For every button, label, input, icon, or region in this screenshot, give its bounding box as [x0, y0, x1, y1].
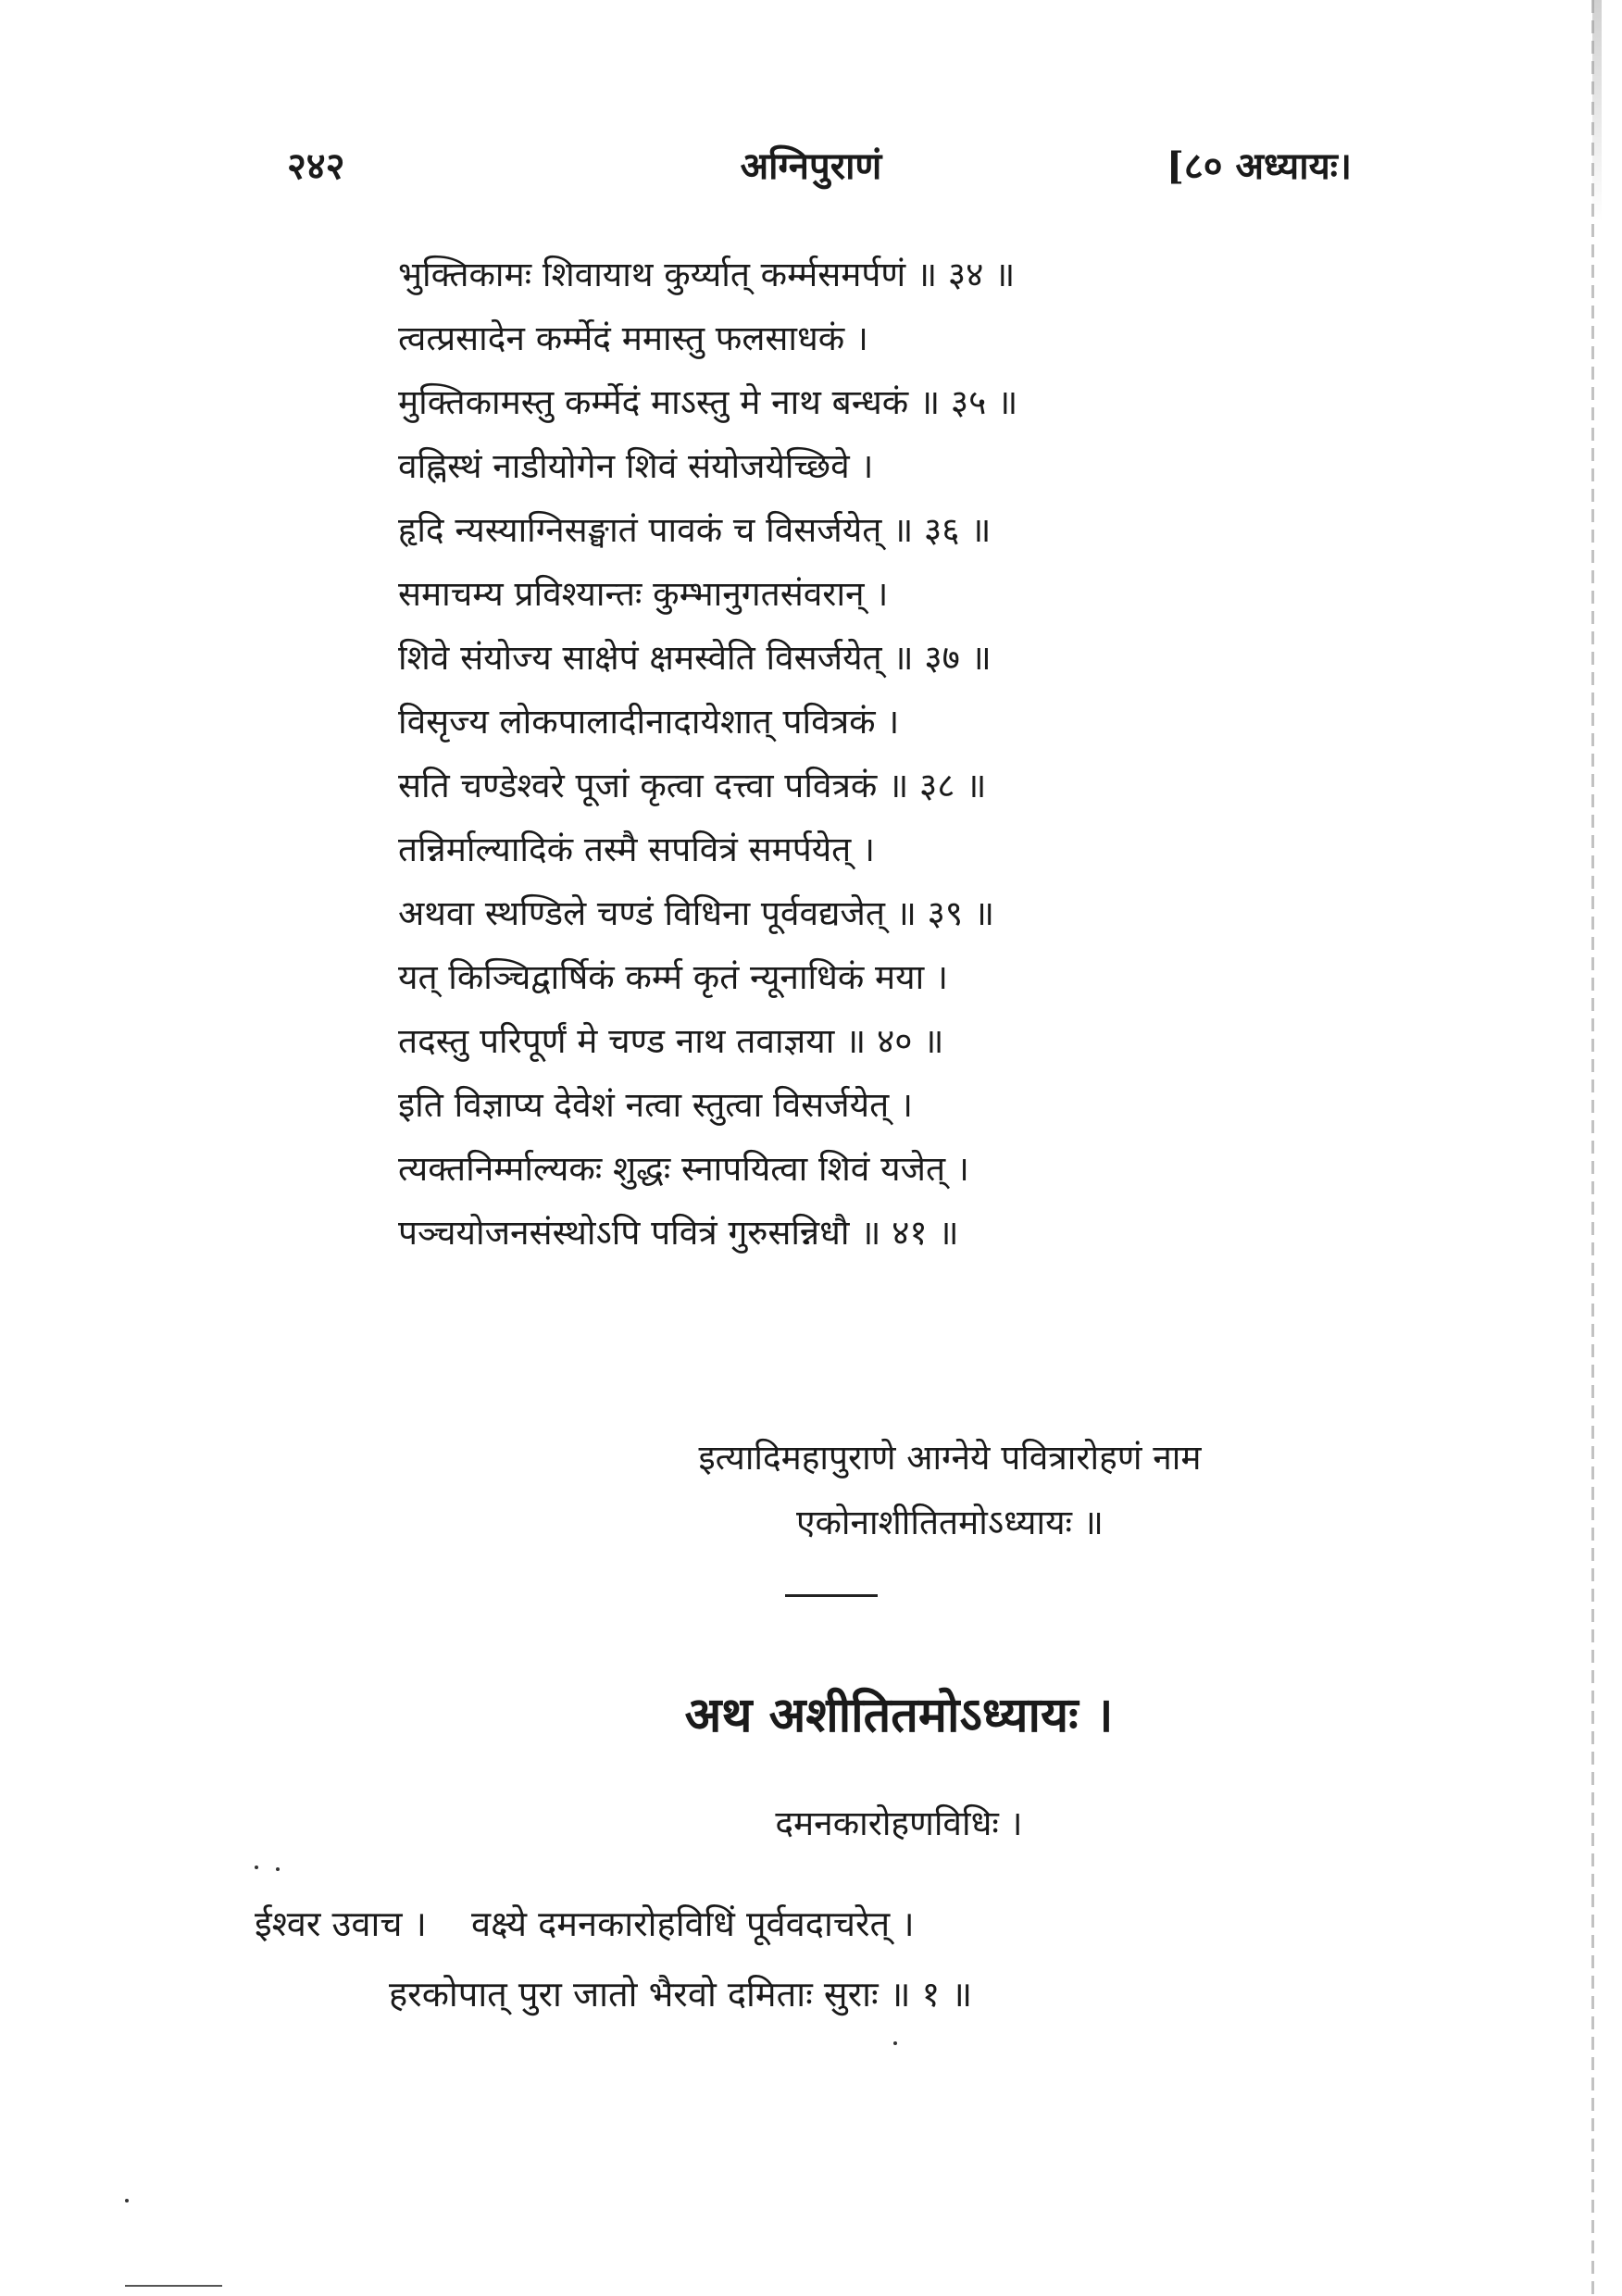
verse-line: त्यक्तनिर्म्माल्यकः शुद्धः स्नापयित्वा शिवं यजेत् ।	[398, 1149, 969, 1189]
verse-line: इति विज्ञाप्य देवेशं नत्वा स्तुत्वा विसर्जयेत् ।	[398, 1085, 913, 1125]
colophon-line: इत्यादिमहापुराणे आग्नेये पवित्रारोहणं नाम	[698, 1438, 1202, 1478]
chapter-tag: [८० अध्यायः।	[1167, 144, 1353, 188]
page-header	[0, 139, 1622, 194]
speaker-label: ईश्वर उवाच ।	[255, 1903, 427, 1944]
section-divider	[785, 1594, 878, 1597]
verse-line: त्वत्प्रसादेन कर्म्मेदं ममास्तु फलसाधकं ।	[398, 318, 868, 358]
verse-line: सति चण्डेश्वरे पूजां कृत्वा दत्त्वा पवित्रकं ॥ ३८ ॥	[398, 766, 987, 805]
verse-line: भुक्तिकामः शिवायाथ कुर्य्यात् कर्म्मसमर्पणं ॥ ३४ ॥	[398, 255, 1016, 294]
verse-line: पञ्चयोजनसंस्थोऽपि पवित्रं गुरुसन्निधौ ॥ ४१ ॥	[398, 1213, 959, 1253]
bottom-rule	[125, 2285, 222, 2287]
verse-line: मुक्तिकामस्तु कर्म्मेदं माऽस्तु मे नाथ बन्धकं ॥ ३५ ॥	[398, 382, 1018, 422]
chapter-subheading: दमनकारोहणविधिः ।	[775, 1803, 1023, 1843]
page-number: २४२	[287, 144, 345, 188]
speech-line: हरकोपात् पुरा जातो भैरवो दमिताः सुराः ॥ १ ॥	[389, 1974, 973, 2015]
verse-line: तन्निर्माल्यादिकं तस्मै सपवित्रं समर्पयेत् ।	[398, 830, 876, 869]
scan-edge-line	[1591, 0, 1594, 2296]
speech-text: वक्ष्ये दमनकारोहविधिं पूर्ववदाचरेत् ।	[470, 1903, 915, 1944]
verse-line: यत् किञ्चिद्वार्षिकं कर्म्म कृतं न्यूनाधिकं मया ।	[398, 957, 949, 997]
verse-line: अथवा स्थण्डिले चण्डं विधिना पूर्ववद्यजेत् ॥ ३९ ॥	[398, 893, 995, 933]
verse-line: शिवे संयोज्य साक्षेपं क्षमस्वेति विसर्जयेत् ॥ ३७ ॥	[398, 638, 992, 678]
speech-line	[255, 1889, 1458, 1959]
verse-line: हृदि न्यस्याग्निसङ्घातं पावकं च विसर्जयेत् ॥ ३६ ॥	[398, 510, 992, 550]
running-title: अग्निपुराणं	[740, 144, 882, 188]
verse-block	[398, 243, 1324, 1265]
chapter-heading: अथ अशीतितमोऽध्यायः ।	[684, 1687, 1114, 1743]
verse-line: विसृज्य लोकपालादीनादायेशात् पवित्रकं ।	[398, 702, 900, 742]
speech-block	[255, 1889, 1458, 2029]
verse-line: समाचम्य प्रविश्यान्तः कुम्भानुगतसंवरान् ।	[398, 574, 889, 614]
chapter-colophon	[0, 1426, 1622, 1555]
colophon-line: एकोनाशीतितमोऽध्यायः ॥	[796, 1503, 1104, 1542]
verse-line: तदस्तु परिपूर्णं मे चण्ड नाथ तवाज्ञया ॥ ४० ॥	[398, 1021, 944, 1061]
verse-line: वह्निस्थं नाडीयोगेन शिवं संयोजयेच्छिवे ।	[398, 446, 874, 486]
